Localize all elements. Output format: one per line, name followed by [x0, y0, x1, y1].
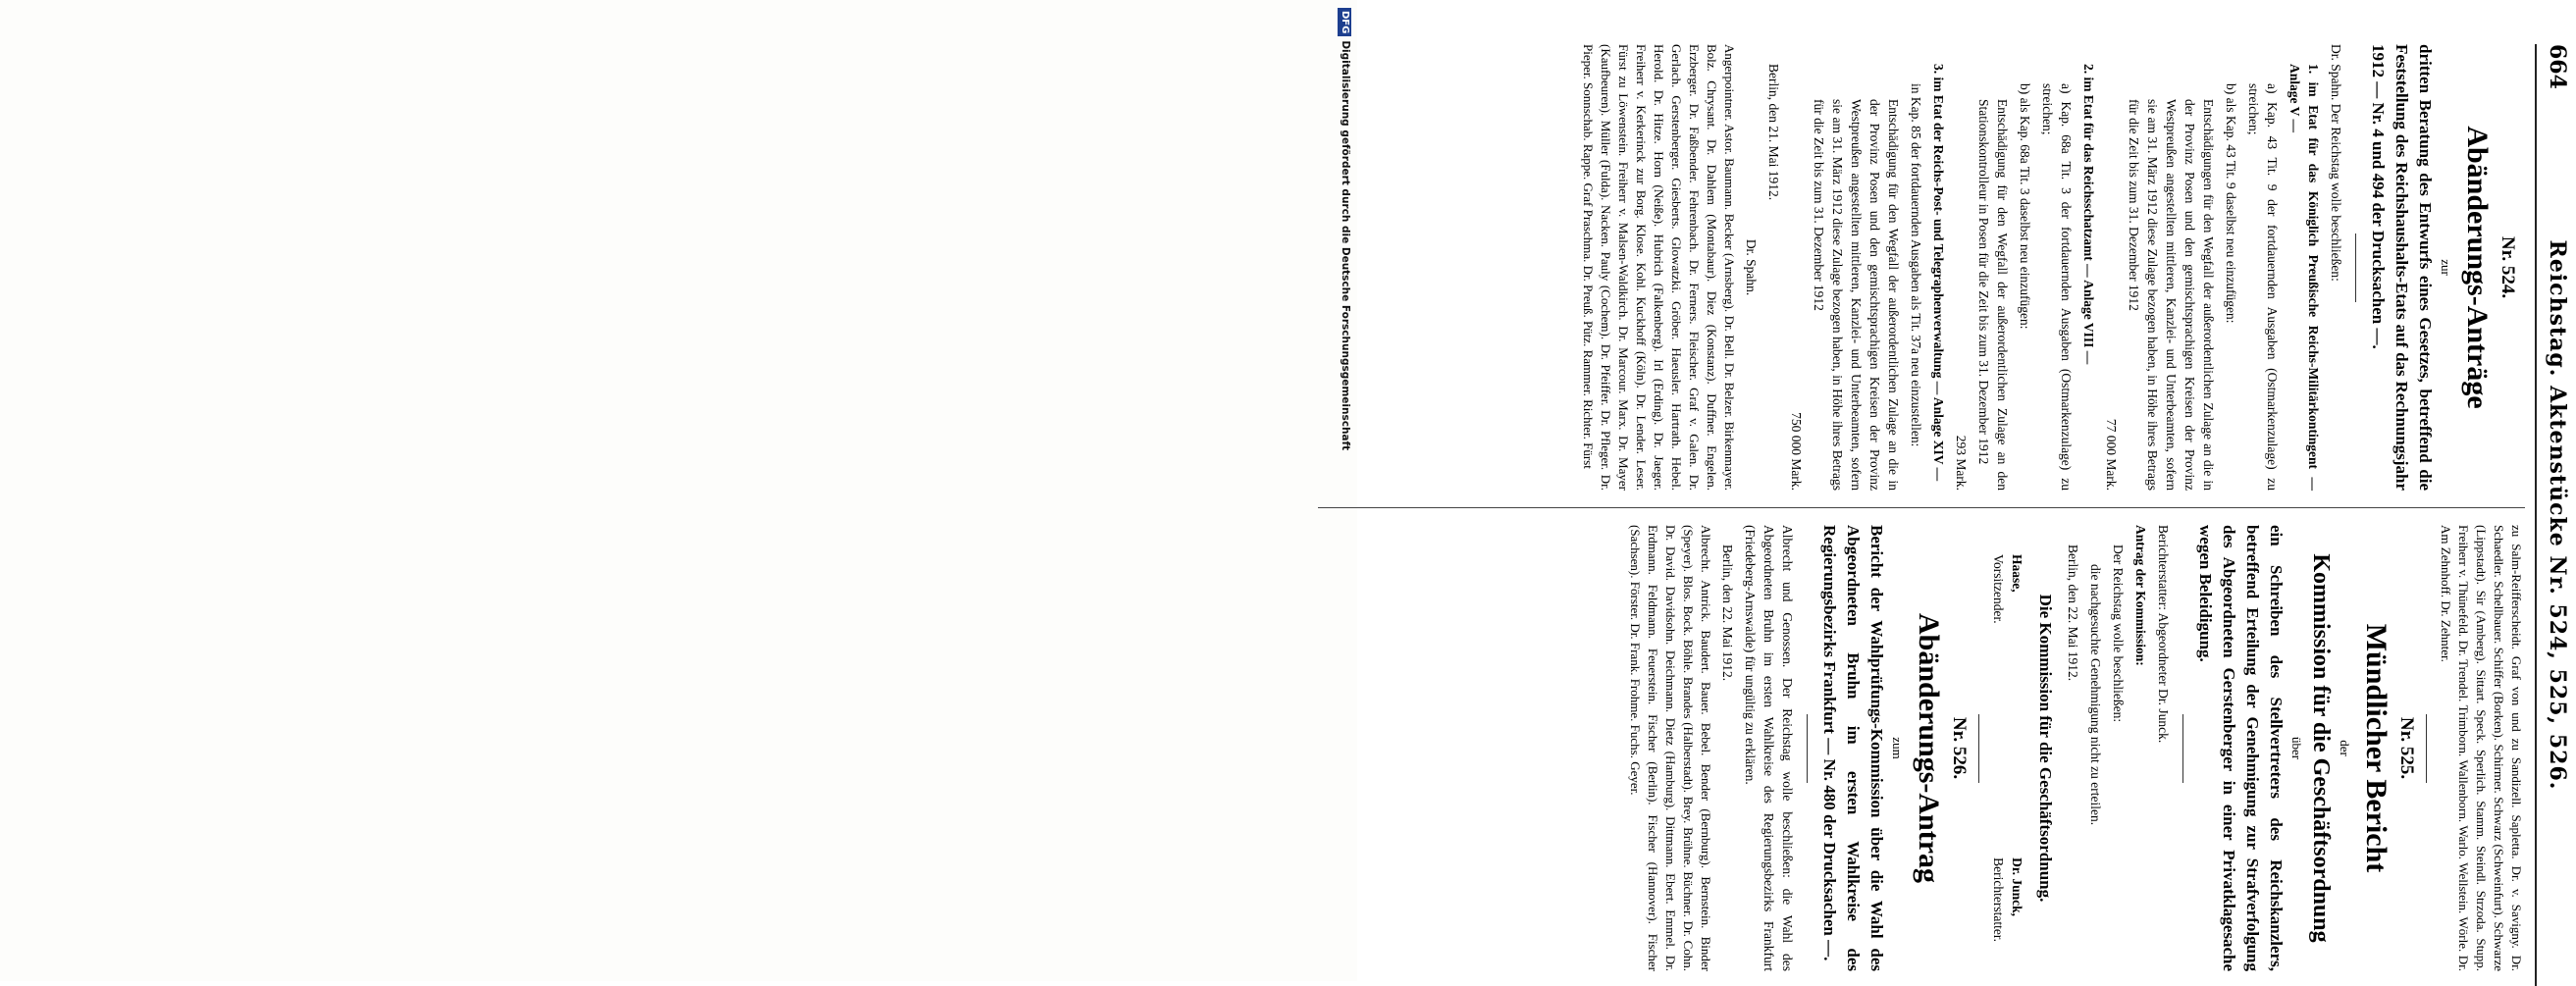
chair-signature — [1989, 554, 2026, 624]
antrag-line-1: Der Reichstag wolle beschließen: — [2111, 545, 2126, 723]
subtitle-524: dritten Beratung des Entwurfs eines Gesetzes, betreffend die Feststellung des Reichshaushalts-Etats auf das Rechnungsjahr 1912 — Nr. 4 und 494 der Drucksachen —. — [2369, 44, 2435, 491]
ueber-label: über — [2289, 736, 2304, 760]
reporter-role: Berichterstatter. — [1991, 857, 2006, 942]
doc-number-524: Nr. 524. — [2497, 235, 2518, 299]
right-column — [1622, 525, 2525, 971]
antrag-line-2: die nachgesuchte Genehmigung nicht zu erteilen. — [2088, 564, 2103, 826]
item-3-amount: 750 000 Mark. — [1789, 412, 1804, 491]
date-526: Berlin, den 22. Mai 1912. — [1720, 545, 1735, 682]
separator-rule — [2182, 714, 2183, 783]
zur-label: zur — [2439, 259, 2453, 276]
separator-rule — [2426, 714, 2427, 783]
left-column — [1575, 44, 2525, 491]
reporter-signature — [1989, 857, 2026, 942]
doc-number-525: Nr. 525. — [2396, 716, 2417, 780]
title-525: Mündlicher Bericht — [2360, 623, 2392, 873]
item-2a: a) Kap. 68a Tit. 3 der fortdauernden Ausgaben (Ostmarkenzulage) zu streichen; — [2040, 83, 2074, 491]
date-525: Berlin, den 22. Mai 1912. — [2066, 545, 2080, 682]
cosigners-524-continued: zu Salm-Reifferscheidt. Graf von und zu Sandizell. Sapletta. Dr. v. Savigny. Dr. Schaedler. Schellbauer. Schiffer (Borken). Schirmer. Schwarz (Schweinfurt). Schwarze (Lippstadt). Sir (Amberg). Sittart. Speck. Sperlich. Stamm. Steindl. Strzoda. Stupp. Freiherr v. Thünefeld. Dr. Trendel. Trimborn. Wallenborn. Warlo. Wellstein. Wörle. Dr. Am Zehnhoff. Dr. Zehnter. — [2439, 525, 2524, 971]
der-label: der — [2338, 740, 2352, 756]
separator-rule — [1978, 714, 1979, 783]
dfg-logo: DFG — [1338, 8, 1351, 36]
reporter-name: Dr. Junck, — [2010, 857, 2024, 917]
title-524: Abänderungs-Anträge — [2461, 126, 2494, 409]
signatures-525 — [1989, 525, 2026, 971]
item-1b-text: Entschädigungen für den Wegfall der außerordentlichen Zulage an die in der Provinz Posen und den gemischtsprachigen Kreisen der Provinz Westpreußen angestellten mittleren, Kanzlei- und Unterbeamten, sofern sie am 31. März 1912 diese Zulage bezogen haben, in Höhe ihres Betrags für die Zeit bis zum 31. Dezember 1912 — [2127, 99, 2216, 491]
separator-rule — [2355, 234, 2356, 302]
cosigners-524: Angerpointner. Astor. Baumann. Becker (Arnsberg). Dr. Bell. Dr. Belzer. Birkenmayer. Bolz. Chrysant. Dr. Dahlem (Montabaur). Diez (Konstanz). Duffner. Engelen. Erzberger. Dr. Faßbender. Fehrenbach. Dr. Ferners. Fleischer. Graf v. Galen. Dr. Gerlach. Gerstenberger. Giesberts. Glowatzki. Gröber. Haeusler. Hartrath. Hebel. Herold. Dr. Hitze. Horn (Neiße). Hubrich (Falkenberg). Irl (Erding). Dr. Jaeger. Freiherr v. Kerkerinck zur Borg. Klose. Kohl. Kuckhoff (Köln). Dr. Lender. Leser. Fürst zu Löwenstein. Freiherr v. Malsen-Waldkirch. Dr. Marcour. Marx. Dr. Mayer (Kaufbeuren). Müller (Fulda). Nacken. Pauly (Cochem). Dr. Pfeiffer. Dr. Pfleger. Dr. Pieper. Sonnschab. Rappe. Graf Praschma. Dr. Preuß. Pütz. Rammer. Richter. Fürst — [1581, 44, 1737, 491]
item-3a: in Kap. 85 der fortdauernden Ausgaben als Tit. 37a neu einzustellen: — [1909, 83, 1923, 447]
commission-name: Kommission für die Geschäftsordnung — [2308, 553, 2334, 943]
motion-526: Albrecht und Genossen. Der Reichstag wolle beschließen: die Wahl des Abgeordneten Bruhn im ersten Wahlkreise des Regierungsbezirks Frankfurt (Friedeberg-Arnswalde) für ungültig zu erklären. — [1743, 525, 1795, 971]
title-526: Abänderungs-Antrag — [1913, 612, 1945, 884]
item-1: 1. im Etat für das Königlich Preußische Reichs-Militärkontingent — Anlage V — — [2287, 64, 2321, 491]
date-524: Berlin, den 21. Mai 1912. — [1766, 64, 1781, 201]
zum-label: zum — [1890, 737, 1905, 759]
item-3-text: Entschädigung für den Wegfall der außerordentlichen Zulage an die in der Provinz Posen und den gemischtsprachigen Kreisen der Provinz Westpreußen angestellten mittleren, Kanzlei- und Unterbeamten, sofern sie am 31. März 1912 diese Zulage bezogen haben, in Höhe ihres Betrags für die Zeit bis zum 31. Dezember 1912 — [1812, 99, 1901, 491]
intro-524: Dr. Spahn. Der Reichstag wolle beschließen: — [2329, 44, 2343, 282]
antrag-heading: Antrag der Kommission: — [2133, 525, 2148, 666]
page-header — [2535, 44, 2576, 986]
item-3: 3. im Etat der Reichs-Post- und Telegraphenverwaltung — Anlage XIV — — [1931, 64, 1946, 482]
subject-526: Bericht der Wahlprüfungs-Kommission über die Wahl des Abgeordneten Bruhn im ersten Wahlkreise des Regierungsbezirks Frankfurt — Nr. 480 der Drucksachen —. — [1820, 525, 1886, 971]
subject-525: ein Schreiben des Stellvertreters des Reichskanzlers, betreffend Erteilung der Genehmigung zur Strafverfolgung des Abgeordneten Gerstenberger in einer Privatklagesache wegen Beleidigung. — [2196, 525, 2286, 971]
chair-role: Vorsitzender. — [1991, 554, 2006, 624]
signer-524: Dr. Spahn. — [1744, 238, 1759, 296]
rotated-page — [1310, 44, 2576, 986]
document-sheet — [1310, 44, 2576, 986]
cosigners-526: Albrecht. Antrick. Baudert. Bauer. Bebel. Bender (Bernburg). Bernstein. Binder (Speyer). Blos. Bock. Böhle. Brandes (Halberstadt). Brey. Brühne. Büchner. Dr. Cohn. Dr. David. Davidsohn. Deichmann. Dietz (Hamburg). Dittmann. Ebert. Emmel. Dr. Erdmann. Feldmann. Feuerstein. Fischer (Berlin). Fischer (Hannover). Fischer (Sachsen). Förster. Dr. Frank. Frohme. Fuchs. Geyer. — [1628, 525, 1713, 971]
reporter-525: Berichterstatter: Abgeordneter Dr. Junck. — [2156, 525, 2171, 744]
commission-signature: Die Kommission für die Geschäftsordnung. — [2036, 594, 2055, 903]
column-divider — [1318, 507, 2525, 508]
running-title: Reichstag. Aktenstücke Nr. 524, 525, 526. — [2545, 239, 2570, 791]
digitization-stamp — [1337, 8, 1354, 974]
separator-rule — [1807, 714, 1808, 783]
chair-name: Haase, — [2010, 554, 2024, 593]
item-1b: b) als Kap. 43 Tit. 9 daselbst neu einzufügen: — [2224, 83, 2238, 324]
item-2b: b) als Kap. 68a Tit. 3 daselbst neu einzufügen: — [2018, 83, 2032, 330]
doc-number-526: Nr. 526. — [1949, 716, 1970, 780]
item-2b-text: Entschädigung für den Wegfall der außerordentlichen Zulage an den Stationskontrolleur in Posen für die Zeit bis zum 31. Dezember 1912 — [1976, 99, 2010, 491]
page-number: 664 — [2545, 44, 2570, 89]
item-1b-amount: 77 000 Mark. — [2104, 418, 2119, 491]
stamp-text-row — [1337, 8, 1354, 974]
item-2b-amount: 293 Mark. — [1954, 435, 1969, 491]
item-2: 2. im Etat für das Reichsschatzamt — Anlage VIII — — [2081, 64, 2096, 365]
stamp-text: Digitalisierung gefördert durch die Deutsche Forschungsgemeinschaft — [1340, 40, 1351, 451]
item-1a: a) Kap. 43 Tit. 9 der fortdauernden Ausgaben (Ostmarkenzulage) zu streichen; — [2246, 83, 2280, 491]
